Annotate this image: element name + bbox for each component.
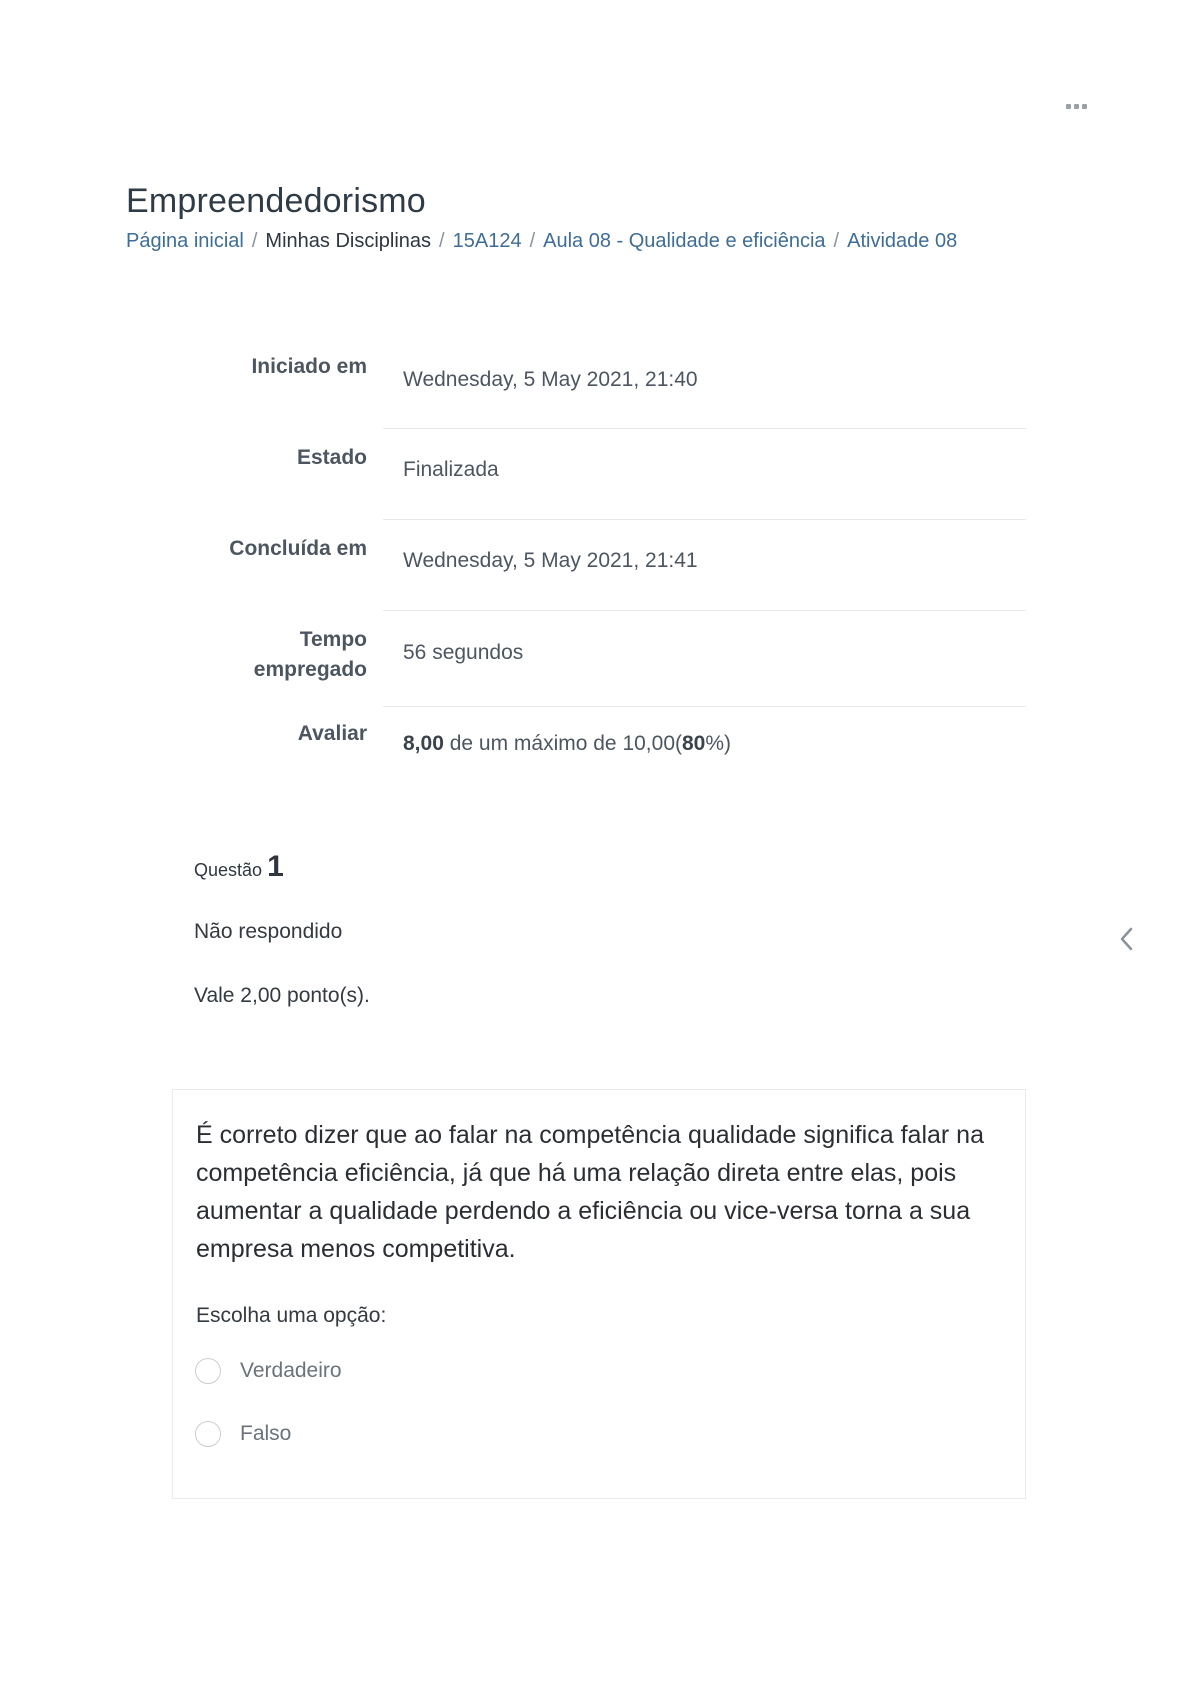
question-text: É correto dizer que ao falar na competência qualidade significa falar na competência eficiência, já que há uma relação direta entre elas, pois aumentar a qualidade perdendo a eficiência ou vice-versa torna a sua empresa menos competitiva. [196, 1121, 984, 1263]
breadcrumb-section-link[interactable]: Aula 08 - Qualidade e eficiência [543, 230, 826, 252]
summary-row-started [126, 338, 1026, 429]
state-label: Estado [296, 446, 367, 469]
breadcrumb-course-link[interactable]: 15A124 [452, 230, 522, 252]
grade-score: 8,00 [403, 732, 444, 755]
radio-true[interactable] [195, 1358, 221, 1384]
question-heading [194, 850, 284, 884]
breadcrumb-my-courses: Minhas Disciplinas [265, 230, 432, 252]
question-state: Não respondido [194, 920, 343, 943]
option-false-label: Falso [240, 1422, 292, 1445]
completed-label: Concluída em [229, 537, 367, 560]
grade-text: de um máximo de 10,00( [443, 732, 682, 755]
attempt-summary-table [126, 338, 1026, 756]
option-false[interactable] [195, 1421, 291, 1447]
summary-row-time-taken [126, 611, 1026, 707]
option-true[interactable] [195, 1358, 342, 1384]
grade-label: Avaliar [297, 722, 367, 745]
summary-row-completed [126, 520, 1026, 611]
grade-suffix: %) [705, 732, 732, 755]
option-true-label: Verdadeiro [240, 1359, 342, 1382]
chevron-left-icon[interactable] [1116, 924, 1138, 954]
completed-value: Wednesday, 5 May 2021, 21:41 [383, 520, 1026, 611]
time-taken-label [126, 611, 383, 707]
started-value: Wednesday, 5 May 2021, 21:40 [383, 338, 1026, 429]
started-label: Iniciado em [251, 355, 367, 378]
time-taken-value: 56 segundos [383, 611, 1026, 707]
state-value: Finalizada [383, 429, 1026, 520]
question-content-box [172, 1089, 1026, 1499]
grade-value [383, 707, 1026, 756]
radio-false[interactable] [195, 1421, 221, 1447]
more-horizontal-icon[interactable] [1062, 100, 1091, 113]
time-taken-label-line1: Tempo [299, 628, 367, 651]
question-prompt: Escolha uma opção: [196, 1304, 387, 1327]
question-number: 1 [267, 850, 284, 883]
breadcrumb-home-link[interactable]: Página inicial [126, 230, 244, 252]
time-taken-label-line2: empregado [253, 658, 367, 681]
breadcrumb-activity-link[interactable]: Atividade 08 [847, 230, 958, 252]
breadcrumb-separator: / [251, 230, 258, 252]
question-info [194, 850, 370, 1007]
grade-percent: 80 [682, 732, 706, 755]
summary-row-grade [126, 707, 1026, 756]
summary-row-state [126, 429, 1026, 520]
breadcrumb [126, 230, 957, 253]
breadcrumb-separator: / [529, 230, 536, 252]
question-mark: Vale 2,00 ponto(s). [194, 984, 370, 1007]
breadcrumb-separator: / [439, 230, 445, 252]
course-title: Empreendedorismo [126, 182, 426, 220]
breadcrumb-separator: / [833, 230, 840, 252]
question-heading-label: Questão [194, 860, 263, 880]
